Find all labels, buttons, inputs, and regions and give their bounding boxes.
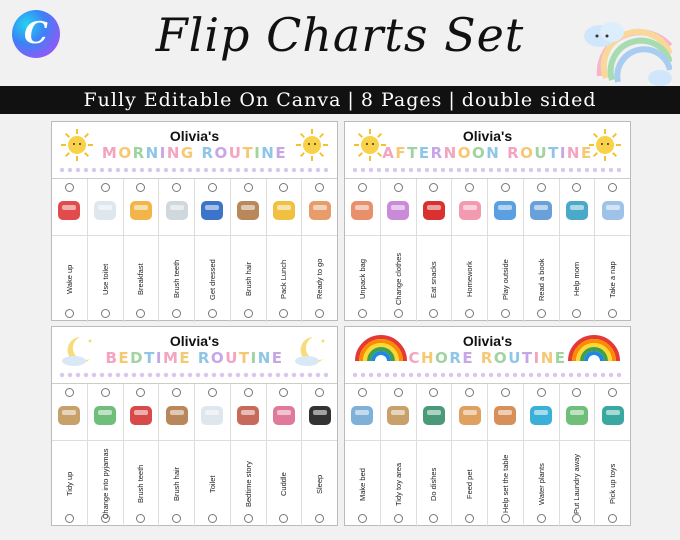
check-circle[interactable] [65, 514, 74, 523]
rainbow-cloud-icon [580, 6, 672, 86]
column-divider [417, 440, 452, 441]
card-afternoon-routine [344, 121, 631, 321]
check-circle[interactable] [429, 183, 438, 192]
check-circle[interactable] [172, 388, 181, 397]
check-circle[interactable] [572, 309, 581, 318]
step-label: Tidy up [64, 471, 74, 496]
puzzle-icon [491, 196, 519, 224]
column-divider [52, 235, 87, 236]
routine-title: MORNING ROUTINE [101, 144, 288, 162]
check-circle[interactable] [65, 309, 74, 318]
toilet-icon [91, 196, 119, 224]
step-label: Play outside [500, 258, 510, 300]
set-table-icon [491, 401, 519, 429]
check-circle[interactable] [465, 309, 474, 318]
toy-box-icon [55, 401, 83, 429]
cuddle-icon [270, 401, 298, 429]
routine-step [345, 384, 381, 527]
check-circle[interactable] [208, 183, 217, 192]
child-name: Olivia's [462, 128, 513, 144]
step-label: Ready to go [315, 258, 325, 299]
notebooks-icon [456, 196, 484, 224]
step-label: Wake up [64, 264, 74, 294]
toilet-icon [198, 401, 226, 429]
hairbrush-icon [163, 401, 191, 429]
check-circle[interactable] [315, 388, 324, 397]
check-circle[interactable] [279, 514, 288, 523]
check-circle[interactable] [465, 388, 474, 397]
step-label: Breakfast [136, 263, 146, 295]
check-circle[interactable] [572, 183, 581, 192]
banner-separator: | [347, 89, 355, 111]
step-label: Use toilet [100, 263, 110, 295]
routine-step [488, 179, 524, 322]
step-label: Help set the table [500, 454, 510, 513]
page-title: Flip Charts Set [155, 8, 525, 62]
column-divider [524, 440, 559, 441]
dot-divider [351, 167, 624, 173]
routine-step [231, 384, 267, 527]
check-circle[interactable] [244, 183, 253, 192]
check-circle[interactable] [315, 514, 324, 523]
card-morning-routine [51, 121, 338, 321]
step-label: Unpack bag [357, 258, 367, 299]
bed-icon [348, 401, 376, 429]
check-circle[interactable] [358, 309, 367, 318]
folded-clothes-icon [384, 196, 412, 224]
child-name: Olivia's [169, 333, 220, 349]
column-divider [159, 440, 194, 441]
routine-title: AFTERNOON ROUTINE [382, 144, 593, 162]
child-name: Olivia's [462, 333, 513, 349]
check-circle[interactable] [315, 183, 324, 192]
watering-can-icon [527, 401, 555, 429]
step-label: Help mom [572, 261, 582, 296]
routine-step [52, 384, 88, 527]
check-circle[interactable] [394, 309, 403, 318]
check-circle[interactable] [537, 514, 546, 523]
banner-double-sided: double sided [461, 89, 597, 111]
routine-step [524, 384, 560, 527]
step-label: Brush teeth [136, 464, 146, 503]
routine-columns [345, 178, 630, 322]
routine-step [124, 179, 160, 322]
backpack-icon [306, 196, 334, 224]
check-circle[interactable] [429, 309, 438, 318]
toothbrush-cup-icon [163, 196, 191, 224]
check-circle[interactable] [465, 514, 474, 523]
sleep-mask-icon [599, 196, 627, 224]
banner-pages: 8 Pages [360, 89, 443, 111]
step-label: Change clothes [393, 252, 403, 305]
check-circle[interactable] [358, 388, 367, 397]
check-circle[interactable] [65, 388, 74, 397]
routine-step [417, 179, 453, 322]
step-label: Make bed [357, 467, 367, 501]
column-divider [267, 440, 302, 441]
routine-step [381, 179, 417, 322]
dot-divider [351, 372, 624, 378]
step-label: Brush hair [243, 261, 253, 296]
check-circle[interactable] [279, 388, 288, 397]
step-label: Get dressed [207, 258, 217, 300]
step-label: Do dishes [429, 467, 439, 501]
check-circle[interactable] [501, 388, 510, 397]
routine-step [231, 179, 267, 322]
check-circle[interactable] [429, 514, 438, 523]
routine-step [302, 179, 337, 322]
column-divider [488, 440, 523, 441]
step-label: Toilet [207, 475, 217, 493]
check-circle[interactable] [608, 388, 617, 397]
check-circle[interactable] [65, 183, 74, 192]
routine-step [452, 384, 488, 527]
column-divider [595, 235, 630, 236]
check-circle[interactable] [172, 183, 181, 192]
column-divider [159, 235, 194, 236]
check-circle[interactable] [358, 514, 367, 523]
check-circle[interactable] [608, 514, 617, 523]
step-label: Change into pyjamas [100, 448, 110, 519]
routine-step [195, 384, 231, 527]
column-divider [267, 235, 302, 236]
routine-step [488, 384, 524, 527]
column-divider [452, 440, 487, 441]
column-divider [488, 235, 523, 236]
step-label: Read a book [536, 257, 546, 301]
column-divider [560, 235, 595, 236]
routine-step [560, 384, 596, 527]
cereal-bowl-icon [127, 196, 155, 224]
routine-step [159, 384, 195, 527]
step-label: Homework [465, 261, 475, 297]
routine-step [195, 179, 231, 322]
check-circle[interactable] [101, 388, 110, 397]
check-circle[interactable] [429, 388, 438, 397]
check-circle[interactable] [572, 514, 581, 523]
feature-banner [0, 86, 680, 114]
routine-step [52, 179, 88, 322]
routine-step [560, 179, 596, 322]
step-label: Brush teeth [172, 259, 182, 298]
toy-box-icon [384, 401, 412, 429]
check-circle[interactable] [608, 183, 617, 192]
mom-child-icon [563, 196, 591, 224]
step-label: Bedtime story [243, 461, 253, 507]
toothpaste-icon [127, 401, 155, 429]
step-label: Brush hair [172, 466, 182, 501]
cat-icon [456, 401, 484, 429]
check-circle[interactable] [172, 514, 181, 523]
column-divider [302, 440, 337, 441]
routine-step [267, 384, 303, 527]
card-bedtime-routine [51, 326, 338, 526]
step-label: Put Laundry away [572, 453, 582, 514]
routine-step [381, 384, 417, 527]
routine-step [345, 179, 381, 322]
check-circle[interactable] [537, 183, 546, 192]
routine-step [302, 384, 337, 527]
column-divider [195, 440, 230, 441]
check-circle[interactable] [465, 183, 474, 192]
column-divider [302, 235, 337, 236]
step-label: Pick up toys [608, 463, 618, 504]
laundry-basket-icon [563, 401, 591, 429]
step-label: Sleep [315, 474, 325, 494]
child-name: Olivia's [169, 128, 220, 144]
step-label: Cuddle [279, 472, 289, 496]
column-divider [345, 440, 380, 441]
canva-logo-letter: C [24, 16, 48, 51]
routine-step [267, 179, 303, 322]
check-circle[interactable] [394, 514, 403, 523]
step-label: Feed pet [465, 469, 475, 499]
check-circle[interactable] [244, 388, 253, 397]
routine-step [452, 179, 488, 322]
dinosaur-icon [599, 401, 627, 429]
check-circle[interactable] [172, 309, 181, 318]
column-divider [417, 235, 452, 236]
banner-separator: | [448, 89, 456, 111]
check-circle[interactable] [572, 388, 581, 397]
column-divider [231, 440, 266, 441]
check-circle[interactable] [136, 309, 145, 318]
card-chore-routine [344, 326, 631, 526]
dot-divider [58, 372, 331, 378]
check-circle[interactable] [136, 388, 145, 397]
check-circle[interactable] [101, 183, 110, 192]
alarm-clock-icon [55, 196, 83, 224]
washing-dishes-icon [420, 401, 448, 429]
books-icon [527, 196, 555, 224]
laundry-basket-icon [91, 401, 119, 429]
column-divider [195, 235, 230, 236]
step-label: Water plants [536, 463, 546, 505]
column-divider [88, 235, 123, 236]
routine-step [88, 384, 124, 527]
step-label: Take a nap [608, 260, 618, 298]
check-circle[interactable] [501, 183, 510, 192]
check-circle[interactable] [101, 309, 110, 318]
column-divider [524, 235, 559, 236]
check-circle[interactable] [208, 388, 217, 397]
hairbrush-icon [234, 196, 262, 224]
routine-columns [345, 383, 630, 527]
step-label: Eat snacks [429, 260, 439, 298]
check-circle[interactable] [279, 183, 288, 192]
routine-title: BEDTIME ROUTINE [105, 349, 284, 367]
column-divider [52, 440, 87, 441]
check-circle[interactable] [537, 309, 546, 318]
column-divider [88, 440, 123, 441]
check-circle[interactable] [244, 309, 253, 318]
routine-step [88, 179, 124, 322]
check-circle[interactable] [501, 309, 510, 318]
column-divider [231, 235, 266, 236]
column-divider [345, 235, 380, 236]
apple-icon [420, 196, 448, 224]
shoes-icon [198, 196, 226, 224]
sleeping-panda-icon [306, 401, 334, 429]
routine-step [524, 179, 560, 322]
books-icon [234, 401, 262, 429]
routine-title: CHORE ROUTINE [408, 349, 567, 367]
check-circle[interactable] [315, 309, 324, 318]
check-circle[interactable] [501, 514, 510, 523]
banner-editable: Fully Editable On Canva [83, 89, 342, 111]
column-divider [452, 235, 487, 236]
column-divider [595, 440, 630, 441]
column-divider [124, 235, 159, 236]
check-circle[interactable] [208, 309, 217, 318]
check-circle[interactable] [537, 388, 546, 397]
check-circle[interactable] [244, 514, 253, 523]
dot-divider [58, 167, 331, 173]
routine-columns [52, 383, 337, 527]
check-circle[interactable] [394, 388, 403, 397]
column-divider [381, 235, 416, 236]
routine-step [595, 384, 630, 527]
check-circle[interactable] [394, 183, 403, 192]
check-circle[interactable] [358, 183, 367, 192]
column-divider [381, 440, 416, 441]
routine-step [595, 179, 630, 322]
routine-columns [52, 178, 337, 322]
routine-step [417, 384, 453, 527]
column-divider [560, 440, 595, 441]
backpack-icon [348, 196, 376, 224]
check-circle[interactable] [208, 514, 217, 523]
column-divider [124, 440, 159, 441]
check-circle[interactable] [136, 183, 145, 192]
routine-step [159, 179, 195, 322]
routine-step [124, 384, 160, 527]
lunchbox-icon [270, 196, 298, 224]
check-circle[interactable] [136, 514, 145, 523]
check-circle[interactable] [279, 309, 288, 318]
step-label: Tidy toy area [393, 462, 403, 506]
step-label: Pack Lunch [279, 259, 289, 299]
check-circle[interactable] [608, 309, 617, 318]
